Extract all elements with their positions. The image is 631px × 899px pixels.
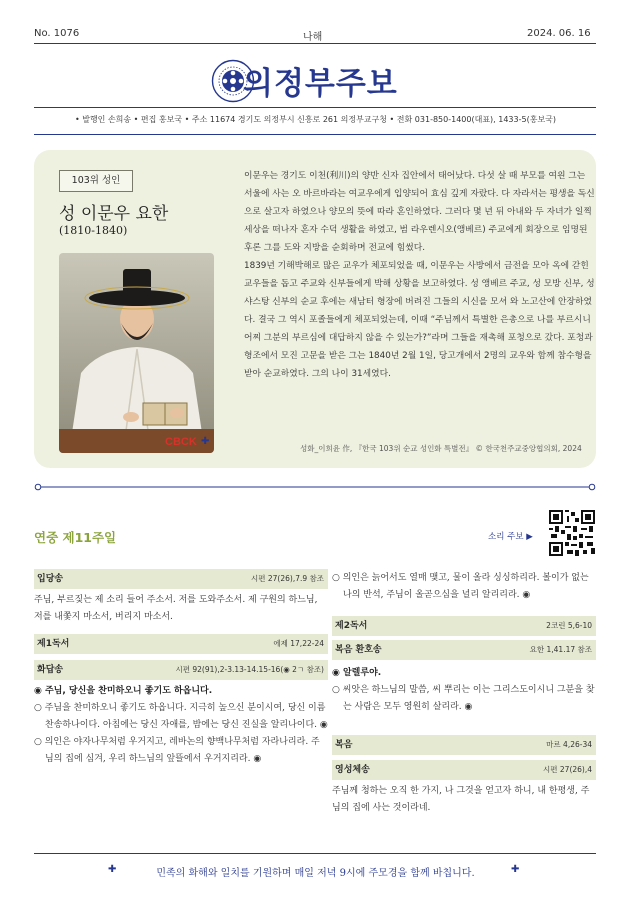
cross-icon: ✚ <box>511 864 520 875</box>
psalm-verse: ○ 의인은 야자나무처럼 우거지고, 레바논의 향백나무처럼 자라나리라. 주님의 집에 심겨, 우리 하느님의 앞뜰에서 우거지리라. ◉ <box>34 737 320 764</box>
psalm-verse: ○ 의인은 늙어서도 열매 맺고, 물이 올라 싱싱하리라. 볼이가 없는 나의 반석, 주님이 올곧으심을 널리 알리리라. ◉ <box>332 573 589 600</box>
communion-label: 영성체송 <box>335 765 370 775</box>
section-divider <box>34 482 596 492</box>
image-credit: 성화_이희윤 作, 『한국 103위 순교 성인화 특별전』 © 한국천주교중앙협의회, 2024 <box>300 444 582 453</box>
issue-date: 2024. 06. 16 <box>527 28 591 39</box>
publisher-info: • 발행인 손희송 • 편집 홍보국 • 주소 11674 경기도 의정부시 신흥로 261 의정부교구청 • 전화 031-850-1400(대표), 1433-5(홍보국) <box>74 115 557 124</box>
entrance-antiphon-text: 주님, 부르짖는 제 소리 들어 주소서. 저를 도와주소서. 제 구원의 하느님, 저를 내쫓지 마소서, 버리지 마소서. <box>34 595 318 622</box>
communion-header <box>332 760 596 780</box>
info-rule <box>34 134 596 135</box>
first-reading-header <box>34 634 328 654</box>
liturgical-year: 나해 <box>303 32 323 43</box>
bio-paragraph: 이문우는 경기도 이천(利川)의 양반 신자 집안에서 태어났다. 다섯 살 때 부모를 여읜 그는 서울에 사는 오 바르바라는 여교우에게 입양되어 효심 깊게 자랐다. 다 자라서는 평생을 독신으로 살고자 하였으나 양모의 뜻에 따라 혼인하였다. 그러다 몇 년 뒤 아내와 두 자녀가 일찍 세상을 떠나자 혼자 수덕 생활을 하였고, 범 라우렌시오(앵베르) 주교에게 회장으로 임명된 후론 그를 도와 지방을 순회하며 전교에 힘썼다. <box>244 171 595 253</box>
gospel-ref: 마르 4,26-34 <box>546 740 592 749</box>
masthead-rule <box>34 107 596 108</box>
qr-code-icon[interactable] <box>549 510 595 556</box>
psalm-text-continued <box>332 570 596 604</box>
first-reading-label: 제1독서 <box>37 639 70 649</box>
gospel-label: 복음 <box>335 740 353 750</box>
top-rule <box>34 43 596 44</box>
saint-name: 성 이문우 요한 <box>59 204 169 224</box>
saint-dates: (1810-1840) <box>59 224 128 237</box>
saint-portrait <box>59 253 214 453</box>
second-reading-header <box>332 616 596 636</box>
cbck-mark: CBCK <box>165 436 197 448</box>
entrance-ref: 시편 27(26),7.9 참조 <box>251 574 324 583</box>
second-reading-label: 제2독서 <box>335 621 368 631</box>
masthead-title: 의정부주보 <box>243 66 398 102</box>
cross-icon: ✚ <box>108 864 117 875</box>
saint-tag: 103위 성인 <box>59 170 133 192</box>
footer-prayer-note: 민족의 화해와 일치를 기원하며 매일 저녁 9시에 주모경을 함께 바칩니다. <box>156 868 475 879</box>
cross-icon: ✚ <box>201 436 210 447</box>
entrance-antiphon-header <box>34 569 328 589</box>
psalm-ref: 시편 92(91),2-3.13-14.15-16(◉ 2ㄱ 참조) <box>175 665 324 674</box>
gospel-header <box>332 735 596 755</box>
psalm-header <box>34 660 328 680</box>
alleluia-response: ◉ 알렐루야. <box>332 668 382 678</box>
alleluia-label: 복음 환호송 <box>335 645 382 655</box>
sunday-title: 연중 제11주일 <box>34 530 117 545</box>
communion-ref: 시편 27(26),4 <box>543 765 592 774</box>
saint-biography <box>244 167 596 383</box>
bio-paragraph: 1839년 기해박해로 많은 교우가 체포되었을 때, 이문우는 사방에서 금전을 모아 옥에 갇힌 교우들을 돕고 주교와 신부들에게 박해 상황을 보고하였다. 성 앵베르 주교, 성 모방 신부, 성 샤스탕 신부의 순교 후에는 새남터 형장에 버려진 그들의 시신을 모셔 와 노고산에 안장하였다. 결국 그 역시 포졸들에게 체포되었는데, 이때 “주님께서 특별한 은총으로 나를 부르시니 어찌 그분의 부르심에 대답하지 않을 수 있는가?”라며 그들을 재촉해 포청으로 갔다. 포청과 형조에서 모진 고문을 받은 그는 1840년 2월 1일, 당고개에서 2명의 교우와 함께 참수형을 받아 순교하였다. 그의 나이 31세였다. <box>244 261 595 379</box>
alleluia-text <box>332 665 596 716</box>
communion-text: 주님께 청하는 오직 한 가지, 나 그것을 얻고자 하니, 내 한평생, 주님의 집에 사는 것이라네. <box>332 786 590 813</box>
entrance-label: 입당송 <box>37 574 64 584</box>
psalm-text <box>34 683 328 768</box>
psalm-response: ◉ 주님, 당신을 찬미하오니 좋기도 하옵니다. <box>34 686 213 696</box>
footer-rule <box>34 853 596 854</box>
gospel-acclamation-header <box>332 640 596 660</box>
psalm-label: 화답송 <box>37 665 64 675</box>
psalm-verse: ○ 주님을 찬미하오니 좋기도 하옵니다. 지극히 높으신 분이시여, 당신 이름 찬송하나이다. 아침에는 당신 자애를, 밤에는 당신 진실을 알리나이다. ◉ <box>34 703 328 730</box>
audio-bulletin-link[interactable]: 소리 주보 ▶ <box>488 532 533 542</box>
second-reading-ref: 2코린 5,6-10 <box>546 621 592 630</box>
first-reading-ref: 에제 17,22-24 <box>273 639 324 648</box>
alleluia-verse: ○ 씨앗은 하느님의 말씀, 씨 뿌리는 이는 그리스도이시니 그분을 찾는 사람은 모두 영원히 살리라. ◉ <box>332 685 595 712</box>
issue-number: No. 1076 <box>34 28 80 39</box>
alleluia-ref: 요한 1,41.17 참조 <box>529 645 592 654</box>
